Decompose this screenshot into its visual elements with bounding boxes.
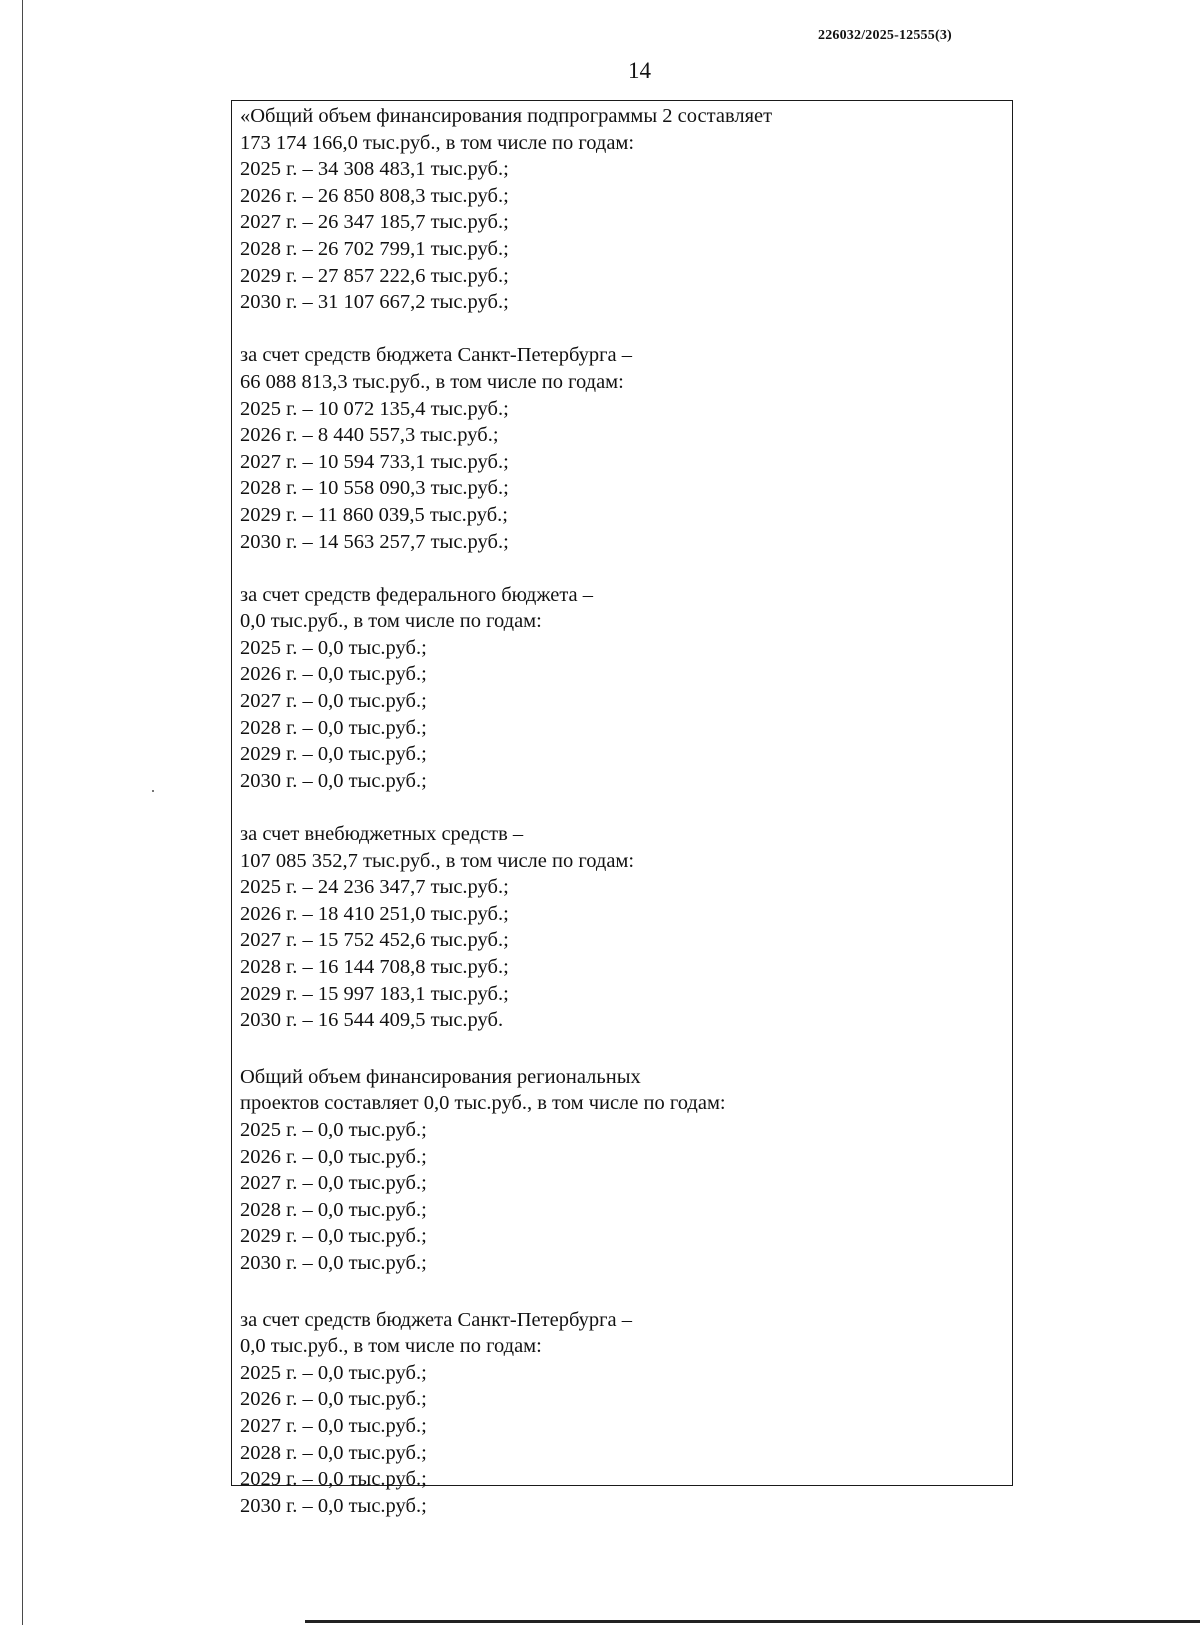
document-id: 226032/2025-12555(3) [818,28,952,43]
text-line: 2025 г. – 0,0 тыс.руб.; [240,1118,427,1141]
text-line: 2025 г. – 34 308 483,1 тыс.руб.; [240,158,509,181]
spb-budget-block [240,342,1000,555]
text-line: Общий объем финансирования региональных [240,1065,641,1088]
text-line: 2025 г. – 0,0 тыс.руб.; [240,1361,427,1384]
block-spacer [240,1034,1000,1064]
text-line: 2025 г. – 0,0 тыс.руб.; [240,636,427,659]
text-line: проектов составляет 0,0 тыс.руб., в том числе по годам: [240,1092,726,1115]
text-line: 2027 г. – 15 752 452,6 тыс.руб.; [240,929,509,952]
text-line: 2029 г. – 0,0 тыс.руб.; [240,743,427,766]
text-line: за счет средств бюджета Санкт-Петербурга – [240,1308,632,1331]
text-line: 2027 г. – 0,0 тыс.руб.; [240,1172,427,1195]
scan-speck [152,790,154,792]
federal-budget-block [240,582,1000,795]
text-line: 0,0 тыс.руб., в том числе по годам: [240,1335,542,1358]
text-line: 2030 г. – 16 544 409,5 тыс.руб. [240,1009,504,1032]
text-line: 66 088 813,3 тыс.руб., в том числе по годам: [240,370,624,393]
text-line: 2027 г. – 26 347 185,7 тыс.руб.; [240,211,509,234]
text-line: 2029 г. – 15 997 183,1 тыс.руб.; [240,982,509,1005]
text-line: 2029 г. – 11 860 039,5 тыс.руб.; [240,503,509,526]
text-line: за счет внебюджетных средств – [240,823,524,846]
block-spacer [240,794,1000,821]
text-line: 2026 г. – 0,0 тыс.руб.; [240,663,427,686]
frame-content [240,103,1000,1519]
text-line: 2028 г. – 0,0 тыс.руб.; [240,1441,427,1464]
text-line: 2028 г. – 10 558 090,3 тыс.руб.; [240,477,509,500]
regional-projects-block [240,1064,1000,1277]
text-line: 107 085 352,7 тыс.руб., в том числе по годам: [240,849,635,872]
text-line: 2028 г. – 16 144 708,8 тыс.руб.; [240,956,509,978]
regional-spb-budget-block [240,1307,1000,1520]
block-spacer [240,316,1000,343]
text-line: 2030 г. – 0,0 тыс.руб.; [240,1251,427,1274]
text-line: 2030 г. – 14 563 257,7 тыс.руб.; [240,530,509,553]
text-line: 2030 г. – 0,0 тыс.руб.; [240,1494,427,1517]
text-line: 2026 г. – 8 440 557,3 тыс.руб.; [240,424,499,447]
text-line: 2029 г. – 0,0 тыс.руб.; [240,1225,427,1248]
text-line: 2027 г. – 0,0 тыс.руб.; [240,1414,427,1437]
page-number: 14 [628,58,651,83]
text-line: 2026 г. – 26 850 808,3 тыс.руб.; [240,184,509,207]
text-line: 2027 г. – 0,0 тыс.руб.; [240,690,427,713]
text-line: 0,0 тыс.руб., в том числе по годам: [240,610,542,633]
scan-left-edge [22,0,23,1625]
text-line: 173 174 166,0 тыс.руб., в том числе по годам: [240,131,635,154]
text-line: «Общий объем финансирования подпрограммы 2 составляет [240,105,773,127]
text-line: 2028 г. – 0,0 тыс.руб.; [240,716,427,739]
text-line: 2028 г. – 0,0 тыс.руб.; [240,1198,427,1221]
text-line: 2026 г. – 0,0 тыс.руб.; [240,1145,427,1168]
scan-bottom-edge [305,1620,1200,1623]
text-line: 2026 г. – 0,0 тыс.руб.; [240,1388,427,1411]
text-line: 2027 г. – 10 594 733,1 тыс.руб.; [240,450,509,473]
text-line: 2028 г. – 26 702 799,1 тыс.руб.; [240,237,509,260]
text-line: за счет средств федерального бюджета – [240,583,594,606]
text-line: 2029 г. – 27 857 222,6 тыс.руб.; [240,264,509,287]
block-spacer [240,1277,1000,1307]
subprogram-total-block [240,103,1000,316]
extrabudgetary-block [240,821,1000,1034]
text-line: 2029 г. – 0,0 тыс.руб.; [240,1468,427,1491]
block-spacer [240,555,1000,582]
text-line: 2025 г. – 10 072 135,4 тыс.руб.; [240,397,509,420]
text-line: 2025 г. – 24 236 347,7 тыс.руб.; [240,876,509,899]
text-line: 2030 г. – 0,0 тыс.руб.; [240,769,427,792]
text-line: 2026 г. – 18 410 251,0 тыс.руб.; [240,902,509,925]
text-line: за счет средств бюджета Санкт-Петербурга – [240,344,632,367]
text-line: 2030 г. – 31 107 667,2 тыс.руб.; [240,291,509,314]
